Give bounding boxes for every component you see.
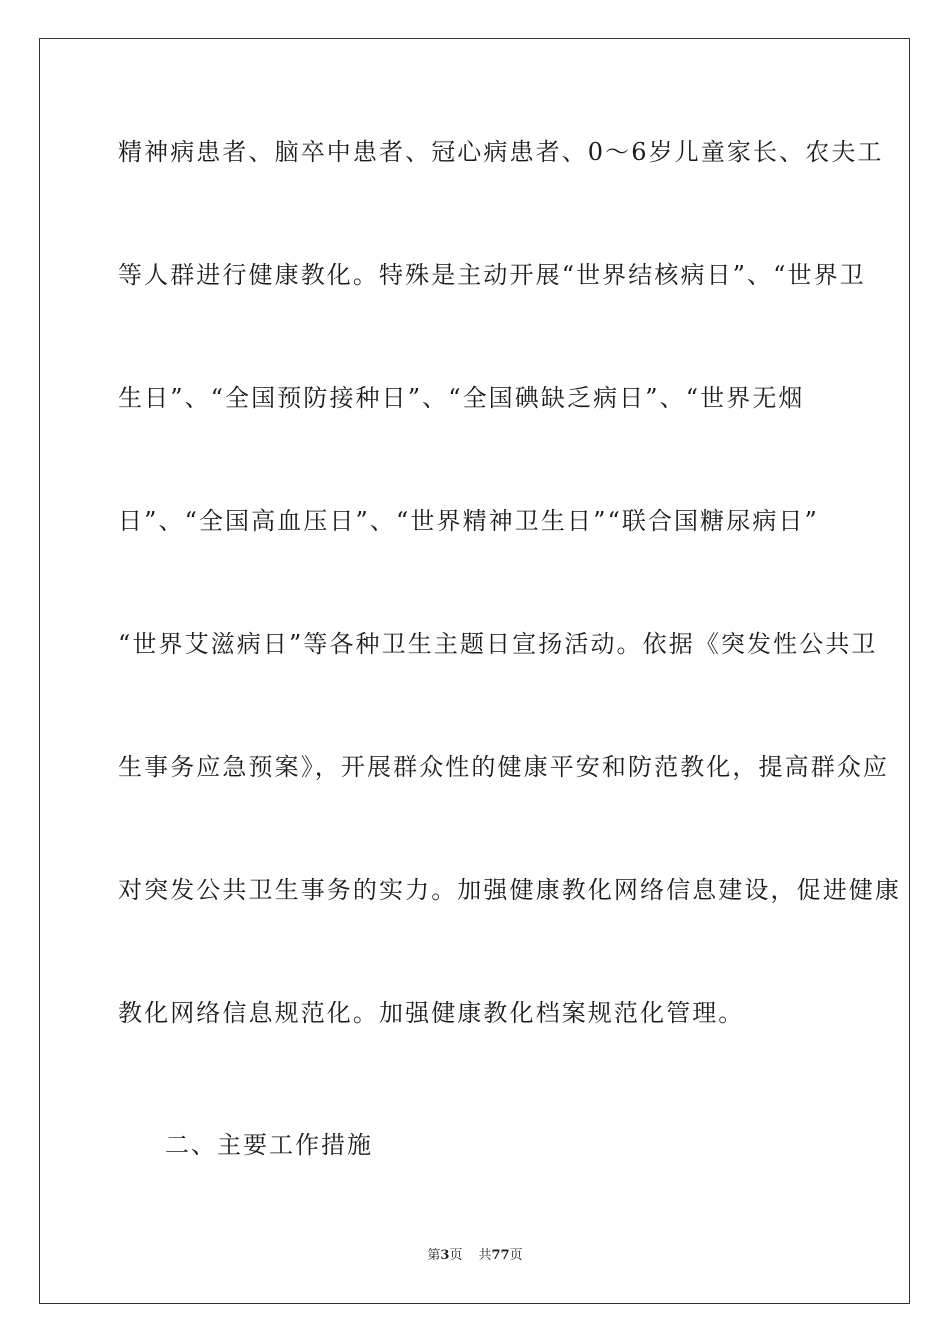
page-footer [0, 1248, 950, 1264]
section-heading: 二、主要工作措施 [165, 1131, 373, 1159]
body-text-line-6: 生事务应急预案》，开展群众性的健康平安和防范教化，提高群众应 [118, 753, 889, 781]
page-prefix: 第 [427, 1248, 441, 1263]
body-text-line-3: 生日”、“全国预防接种日”、“全国碘缺乏病日”、“世界无烟 [118, 384, 805, 412]
body-text-line-7: 对突发公共卫生事务的实力。加强健康教化网络信息建设，促进健康 [118, 876, 901, 904]
body-text-line-4: 日”、“全国高血压日”、“世界精神卫生日”“联合国糖尿病日” [118, 507, 819, 535]
body-text-line-5: “世界艾滋病日”等各种卫生主题日宣扬活动。依据《突发性公共卫 [118, 630, 878, 658]
page-number: 3 [440, 1248, 450, 1263]
total-pages: 77 [491, 1248, 510, 1263]
total-prefix: 共 [478, 1248, 492, 1263]
total-suffix: 页 [509, 1248, 523, 1263]
body-text-line-1: 精神病患者、脑卒中患者、冠心病患者、0～6岁儿童家长、农夫工 [118, 138, 884, 166]
body-text-line-2: 等人群进行健康教化。特殊是主动开展“世界结核病日”、“世界卫 [118, 261, 866, 289]
page-suffix: 页 [449, 1248, 463, 1263]
page-border [39, 38, 910, 1304]
body-text-line-8: 教化网络信息规范化。加强健康教化档案规范化管理。 [118, 999, 745, 1027]
